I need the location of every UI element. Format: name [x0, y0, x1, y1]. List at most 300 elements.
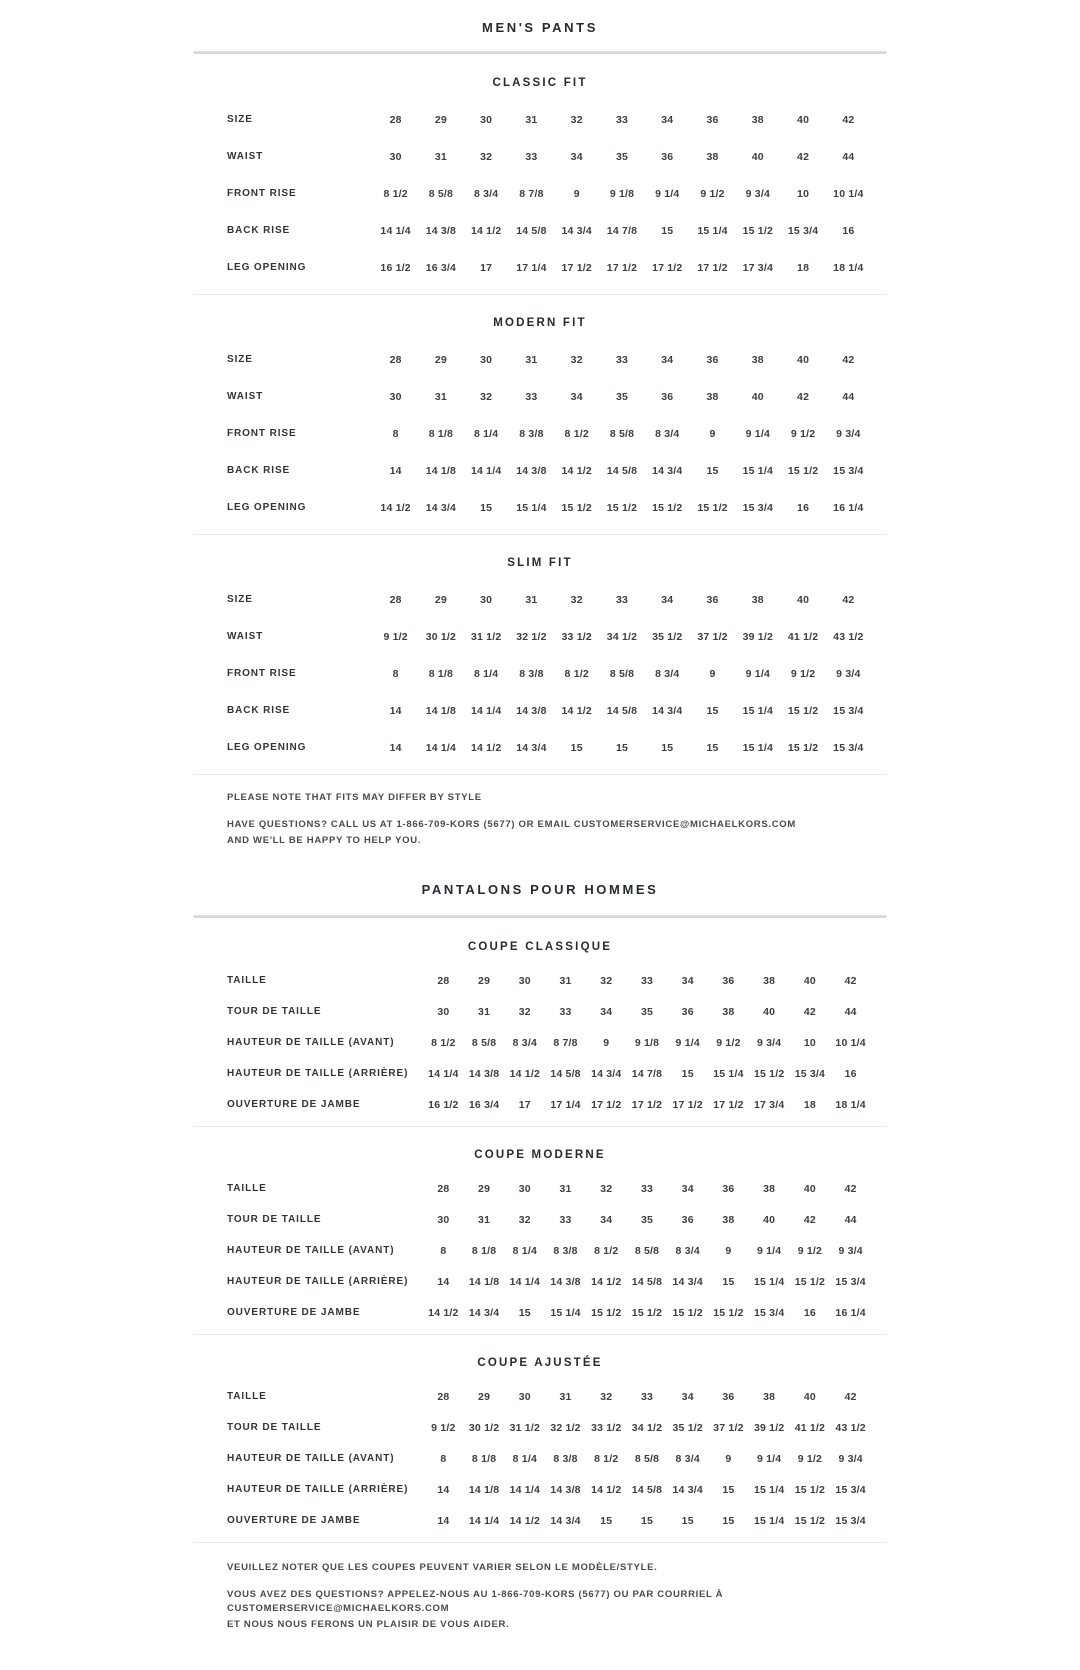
value-cell: 29	[434, 113, 447, 126]
row-label: WAIST	[227, 631, 264, 642]
table-row	[193, 618, 887, 655]
value-cell: 31	[478, 1005, 491, 1018]
value-cell: 14 1/2	[561, 464, 592, 477]
row-label: BACK RISE	[227, 465, 291, 476]
value-cell: 31	[525, 593, 538, 606]
value-cell: 9 1/4	[655, 187, 680, 200]
value-cell: 31	[525, 113, 538, 126]
value-cell: 14 3/4	[652, 464, 683, 477]
value-cell: 15	[518, 1306, 531, 1319]
value-cell: 14 1/4	[470, 704, 502, 717]
size-tables-fr	[193, 918, 887, 1542]
value-cell: 40	[797, 353, 810, 366]
value-cell: 43 1/2	[833, 630, 864, 643]
value-cell: 8 5/8	[428, 187, 454, 200]
value-cell: 38	[751, 113, 764, 126]
value-cell: 9 3/4	[838, 1452, 863, 1465]
value-cell: 9 1/4	[745, 667, 770, 680]
section-title-coupe-classique: COUPE CLASSIQUE	[467, 941, 613, 954]
value-cell: 34	[600, 1005, 613, 1018]
bottom-spacer	[193, 1644, 887, 1670]
value-cell: 15 3/4	[835, 1483, 866, 1496]
value-cell: 8 1/2	[564, 427, 589, 440]
row-label: SIZE	[227, 594, 253, 605]
row-label: TAILLE	[227, 975, 267, 987]
value-cell: 18 1/4	[835, 1098, 866, 1111]
row-label: TAILLE	[227, 1183, 267, 1195]
value-cell: 14	[437, 1514, 450, 1527]
value-cell: 8 3/4	[655, 667, 680, 680]
value-cell: 29	[478, 974, 491, 987]
value-cell: 34 1/2	[606, 630, 638, 643]
value-cell: 30 1/2	[468, 1421, 500, 1434]
value-cell: 14	[389, 704, 402, 717]
value-cell: 15	[706, 741, 719, 754]
value-cell: 9 3/4	[745, 187, 770, 200]
value-cell: 15 1/2	[561, 501, 592, 514]
value-cell: 41 1/2	[787, 630, 819, 643]
value-cell: 9 1/2	[700, 187, 725, 200]
row-label: SIZE	[227, 114, 253, 125]
value-cell: 30	[389, 390, 402, 403]
row-label: TOUR DE TAILLE	[227, 1006, 322, 1018]
value-cell: 40	[763, 1005, 776, 1018]
value-cell: 38	[763, 1390, 776, 1403]
value-cell: 16	[844, 1067, 857, 1080]
row-label: FRONT RISE	[227, 428, 297, 439]
value-cell: 14 3/8	[425, 224, 457, 237]
value-cell: 33	[525, 150, 538, 163]
value-cell: 44	[844, 1005, 857, 1018]
value-cell: 8 3/4	[512, 1036, 537, 1049]
table-row	[193, 1443, 887, 1474]
value-cell: 33	[615, 113, 629, 126]
value-cell: 17 1/4	[550, 1098, 581, 1111]
table-row	[193, 138, 887, 175]
value-cell: 42	[842, 353, 855, 366]
table-row	[193, 341, 887, 378]
value-cell: 9 1/2	[383, 630, 408, 643]
value-cell: 14 3/4	[672, 1275, 703, 1288]
value-cell: 9 3/4	[838, 1244, 863, 1257]
value-cell: 38	[706, 390, 719, 403]
value-cell: 35	[615, 150, 629, 163]
value-cell: 30	[480, 353, 493, 366]
section-coupe-ajustee	[193, 1334, 887, 1542]
value-cell: 32	[570, 353, 583, 366]
value-cell: 8 1/2	[594, 1452, 619, 1465]
value-cell: 8	[440, 1452, 447, 1465]
value-cell: 14 3/8	[550, 1483, 581, 1496]
value-cell: 8 5/8	[609, 667, 635, 680]
row-label: TAILLE	[227, 1391, 267, 1403]
value-cell: 34	[661, 113, 674, 126]
value-cell: 8 1/8	[471, 1244, 497, 1257]
value-cell: 44	[842, 150, 855, 163]
table-row	[193, 1474, 887, 1505]
value-cell: 14 5/8	[606, 704, 638, 717]
value-cell: 17	[518, 1098, 531, 1111]
value-cell: 37 1/2	[697, 630, 728, 643]
section-coupe-moderne	[193, 1126, 887, 1334]
section-coupe-classique	[193, 918, 887, 1126]
value-cell: 42	[844, 974, 857, 987]
value-cell: 14 5/8	[550, 1067, 581, 1080]
value-cell: 8	[392, 427, 399, 440]
value-cell: 15	[600, 1514, 613, 1527]
value-cell: 42	[842, 113, 855, 126]
row-label: HAUTEUR DE TAILLE (ARRIÈRE)	[227, 1276, 409, 1288]
table-row	[193, 1297, 887, 1328]
value-cell: 14 1/8	[468, 1483, 500, 1496]
value-cell: 36	[706, 593, 719, 606]
value-cell: 35 1/2	[672, 1421, 703, 1434]
value-cell: 8 1/2	[564, 667, 589, 680]
table-row	[193, 249, 887, 286]
value-cell: 14 3/8	[516, 704, 547, 717]
value-cell: 8 1/4	[512, 1452, 537, 1465]
section-modern-fit	[193, 294, 887, 534]
value-cell: 14 3/4	[672, 1483, 703, 1496]
value-cell: 32	[480, 150, 493, 163]
value-cell: 15 1/2	[794, 1483, 826, 1496]
value-cell: 8 3/4	[655, 427, 680, 440]
value-cell: 34 1/2	[631, 1421, 663, 1434]
value-cell: 15	[661, 741, 674, 754]
value-cell: 31	[559, 974, 572, 987]
value-cell: 33 1/2	[591, 1421, 622, 1434]
value-cell: 10	[803, 1036, 816, 1049]
value-cell: 9	[725, 1244, 732, 1257]
value-cell: 32	[518, 1213, 531, 1226]
value-cell: 40	[797, 113, 810, 126]
value-cell: 14 5/8	[516, 224, 547, 237]
value-cell: 8	[392, 667, 399, 680]
value-cell: 8 3/8	[553, 1244, 578, 1257]
value-cell: 31 1/2	[509, 1421, 541, 1434]
value-cell: 32 1/2	[516, 630, 547, 643]
table-row	[193, 1089, 887, 1120]
value-cell: 30	[437, 1005, 450, 1018]
value-cell: 38	[706, 150, 719, 163]
value-cell: 31	[434, 390, 447, 403]
value-cell: 15 1/4	[550, 1306, 581, 1319]
value-cell: 8 1/8	[428, 667, 454, 680]
value-cell: 36	[722, 1390, 735, 1403]
table-row	[193, 1235, 887, 1266]
value-cell: 14 3/4	[516, 741, 547, 754]
table-row	[193, 212, 887, 249]
value-cell: 9 1/2	[716, 1036, 741, 1049]
value-cell: 14 1/2	[428, 1306, 459, 1319]
value-cell: 34	[681, 1182, 694, 1195]
row-label: HAUTEUR DE TAILLE (ARRIÈRE)	[227, 1484, 409, 1496]
table-row	[193, 1412, 887, 1443]
value-cell: 28	[389, 593, 402, 606]
value-cell: 9 1/4	[675, 1036, 700, 1049]
value-cell: 38	[751, 353, 764, 366]
value-cell: 29	[478, 1182, 491, 1195]
table-row	[193, 1505, 887, 1536]
value-cell: 15 3/4	[835, 1514, 866, 1527]
value-cell: 30	[480, 593, 493, 606]
row-label: LEG OPENING	[227, 502, 307, 513]
value-cell: 28	[389, 353, 402, 366]
table-row	[193, 1058, 887, 1089]
value-cell: 14 1/4	[428, 1067, 459, 1080]
value-cell: 42	[803, 1005, 816, 1018]
page-title-fr: PANTALONS POUR HOMMES	[421, 882, 659, 898]
value-cell: 14 5/8	[606, 464, 638, 477]
value-cell: 8 7/8	[519, 187, 544, 200]
value-cell: 32	[600, 1390, 613, 1403]
value-cell: 9 1/2	[790, 667, 816, 680]
value-cell: 15 3/4	[835, 1275, 866, 1288]
value-cell: 14 1/2	[509, 1067, 541, 1080]
value-cell: 14	[389, 741, 402, 754]
value-cell: 33	[615, 353, 629, 366]
value-cell: 8 3/4	[675, 1452, 700, 1465]
table-row	[193, 1266, 887, 1297]
value-cell: 10 1/4	[835, 1036, 866, 1049]
value-cell: 8 3/4	[473, 187, 499, 200]
value-cell: 33	[640, 974, 654, 987]
value-cell: 31	[434, 150, 447, 163]
value-cell: 14 1/2	[591, 1275, 622, 1288]
value-cell: 8 3/8	[519, 427, 544, 440]
value-cell: 42	[844, 1182, 857, 1195]
value-cell: 14 1/2	[561, 704, 592, 717]
row-label: OUVERTURE DE JAMBE	[227, 1099, 361, 1111]
value-cell: 17 1/2	[713, 1098, 744, 1111]
row-label: WAIST	[227, 391, 264, 402]
value-cell: 35	[640, 1005, 654, 1018]
value-cell: 14	[389, 464, 402, 477]
value-cell: 15 3/4	[742, 501, 774, 514]
value-cell: 30	[518, 1390, 531, 1403]
value-cell: 35	[640, 1213, 654, 1226]
value-cell: 8 1/8	[428, 427, 454, 440]
value-cell: 14 1/8	[468, 1275, 500, 1288]
value-cell: 33	[640, 1390, 654, 1403]
value-cell: 9 1/8	[634, 1036, 660, 1049]
value-cell: 31	[478, 1213, 491, 1226]
value-cell: 40	[797, 593, 810, 606]
value-cell: 14 3/4	[652, 704, 683, 717]
contact-note-fr-line1: VOUS AVEZ DES QUESTIONS? APPELEZ-NOUS AU 1-866-709-KORS (5677) OU PAR COURRIEL À CUSTOMERSERVICE@MICHAELKORS.COM	[227, 1589, 724, 1614]
value-cell: 15 3/4	[833, 741, 864, 754]
value-cell: 15	[722, 1483, 735, 1496]
value-cell: 17 1/2	[561, 261, 592, 274]
value-cell: 9	[725, 1452, 732, 1465]
value-cell: 8	[440, 1244, 447, 1257]
row-label: BACK RISE	[227, 705, 291, 716]
value-cell: 9 1/4	[745, 427, 770, 440]
value-cell: 15 3/4	[753, 1306, 785, 1319]
value-cell: 9 1/4	[756, 1244, 782, 1257]
value-cell: 8 1/4	[512, 1244, 537, 1257]
value-cell: 38	[763, 1182, 776, 1195]
value-cell: 29	[478, 1390, 491, 1403]
value-cell: 31 1/2	[470, 630, 502, 643]
value-cell: 38	[722, 1213, 735, 1226]
value-cell: 15 1/2	[787, 464, 819, 477]
value-cell: 30 1/2	[425, 630, 457, 643]
value-cell: 15 1/4	[753, 1483, 785, 1496]
table-row	[193, 378, 887, 415]
row-label: HAUTEUR DE TAILLE (AVANT)	[227, 1245, 395, 1257]
value-cell: 36	[681, 1213, 694, 1226]
value-cell: 17 1/2	[697, 261, 728, 274]
value-cell: 15 1/2	[697, 501, 728, 514]
table-row	[193, 1381, 887, 1412]
value-cell: 36	[706, 353, 719, 366]
value-cell: 17 1/2	[591, 1098, 622, 1111]
value-cell: 15 1/2	[631, 1306, 663, 1319]
notes-fr	[193, 1542, 887, 1631]
section-slim-fit	[193, 534, 887, 774]
value-cell: 14 3/8	[468, 1067, 500, 1080]
value-cell: 9 3/4	[756, 1036, 782, 1049]
value-cell: 8 3/4	[675, 1244, 700, 1257]
value-cell: 40	[763, 1213, 776, 1226]
value-cell: 15 1/4	[742, 704, 774, 717]
value-cell: 36	[681, 1005, 694, 1018]
value-cell: 8 1/2	[594, 1244, 619, 1257]
value-cell: 44	[844, 1213, 857, 1226]
value-cell: 28	[437, 974, 450, 987]
value-cell: 8 7/8	[553, 1036, 578, 1049]
value-cell: 15	[722, 1275, 735, 1288]
value-cell: 16 1/4	[833, 501, 864, 514]
value-cell: 8 1/4	[473, 427, 499, 440]
value-cell: 17 3/4	[753, 1098, 785, 1111]
value-cell: 15 1/4	[516, 501, 547, 514]
value-cell: 14	[437, 1275, 450, 1288]
value-cell: 33	[559, 1005, 572, 1018]
value-cell: 9	[603, 1036, 610, 1049]
table-row	[193, 692, 887, 729]
value-cell: 36	[722, 1182, 735, 1195]
row-label: LEG OPENING	[227, 262, 307, 273]
table-row	[193, 175, 887, 212]
notes-en	[193, 774, 887, 866]
value-cell: 17 1/4	[516, 261, 547, 274]
row-label: BACK RISE	[227, 225, 291, 236]
value-cell: 9 1/2	[797, 1452, 823, 1465]
value-cell: 18 1/4	[833, 261, 864, 274]
value-cell: 32	[600, 974, 613, 987]
section-title-classic-fit: CLASSIC FIT	[492, 77, 588, 89]
value-cell: 16	[797, 501, 810, 514]
value-cell: 17 3/4	[742, 261, 774, 274]
value-cell: 14 1/4	[470, 464, 502, 477]
value-cell: 15	[615, 741, 629, 754]
value-cell: 9 1/8	[609, 187, 635, 200]
value-cell: 29	[434, 593, 447, 606]
value-cell: 33	[559, 1213, 572, 1226]
value-cell: 18	[803, 1098, 816, 1111]
value-cell: 14 1/8	[425, 464, 457, 477]
value-cell: 14 1/2	[470, 224, 502, 237]
value-cell: 34	[600, 1213, 613, 1226]
value-cell: 9 3/4	[836, 427, 861, 440]
value-cell: 18	[797, 261, 810, 274]
value-cell: 15 1/2	[794, 1275, 826, 1288]
value-cell: 15	[706, 704, 719, 717]
value-cell: 17 1/2	[606, 261, 638, 274]
contact-note-fr-line2: ET NOUS NOUS FERONS UN PLAISIR DE VOUS AIDER.	[227, 1618, 510, 1630]
value-cell: 15 3/4	[787, 224, 819, 237]
value-cell: 32 1/2	[550, 1421, 581, 1434]
value-cell: 8 1/4	[473, 667, 499, 680]
value-cell: 8 5/8	[471, 1036, 497, 1049]
value-cell: 14 5/8	[631, 1483, 663, 1496]
row-label: OUVERTURE DE JAMBE	[227, 1307, 361, 1319]
value-cell: 14 1/2	[470, 741, 502, 754]
table-row	[193, 729, 887, 766]
value-cell: 15 1/4	[742, 741, 774, 754]
value-cell: 8 5/8	[634, 1244, 660, 1257]
row-label: WAIST	[227, 151, 264, 162]
value-cell: 42	[797, 390, 810, 403]
value-cell: 9	[573, 187, 580, 200]
row-label: SIZE	[227, 354, 253, 365]
value-cell: 34	[681, 1390, 694, 1403]
page-title-en: MEN'S PANTS	[482, 20, 598, 35]
value-cell: 14 1/2	[591, 1483, 622, 1496]
value-cell: 42	[797, 150, 810, 163]
value-cell: 14 1/4	[425, 741, 457, 754]
value-cell: 33 1/2	[561, 630, 592, 643]
value-cell: 28	[389, 113, 402, 126]
value-cell: 38	[763, 974, 776, 987]
value-cell: 28	[437, 1390, 450, 1403]
value-cell: 8 3/8	[519, 667, 544, 680]
table-row	[193, 1204, 887, 1235]
value-cell: 15	[570, 741, 583, 754]
value-cell: 9	[709, 667, 716, 680]
value-cell: 16 1/2	[380, 261, 411, 274]
value-cell: 14 3/4	[591, 1067, 622, 1080]
row-label: LEG OPENING	[227, 742, 307, 753]
value-cell: 29	[434, 353, 447, 366]
value-cell: 8 5/8	[634, 1452, 660, 1465]
value-cell: 30	[518, 1182, 531, 1195]
section-title-slim-fit: SLIM FIT	[507, 557, 573, 569]
value-cell: 8 1/2	[431, 1036, 456, 1049]
value-cell: 16 3/4	[425, 261, 457, 274]
value-cell: 44	[842, 390, 855, 403]
value-cell: 10 1/4	[833, 187, 864, 200]
value-cell: 15 1/4	[713, 1067, 744, 1080]
value-cell: 14 3/8	[550, 1275, 581, 1288]
size-chart-page	[193, 0, 887, 1670]
value-cell: 15 1/2	[787, 741, 819, 754]
value-cell: 9	[709, 427, 716, 440]
row-label: OUVERTURE DE JAMBE	[227, 1515, 361, 1527]
value-cell: 15 1/2	[742, 224, 774, 237]
table-row	[193, 996, 887, 1027]
value-cell: 40	[803, 1182, 816, 1195]
value-cell: 15 1/2	[652, 501, 683, 514]
table-row	[193, 101, 887, 138]
value-cell: 15 1/4	[742, 464, 774, 477]
value-cell: 38	[751, 593, 764, 606]
value-cell: 32	[600, 1182, 613, 1195]
value-cell: 14 1/4	[468, 1514, 500, 1527]
value-cell: 8 3/8	[553, 1452, 578, 1465]
